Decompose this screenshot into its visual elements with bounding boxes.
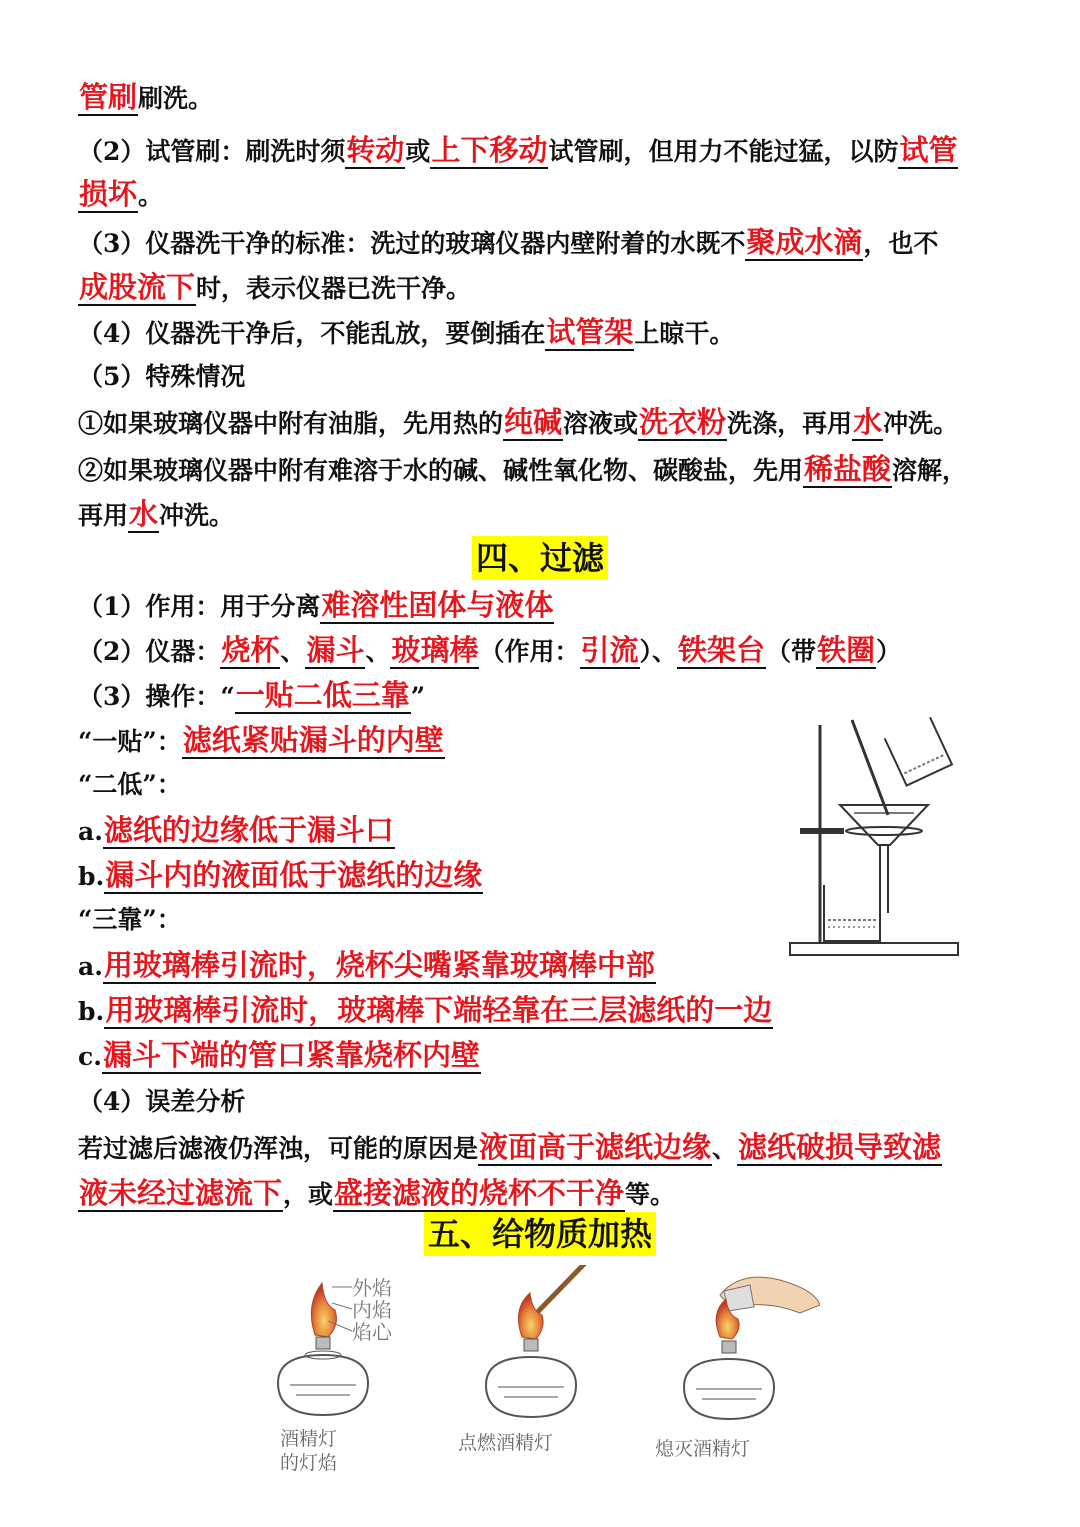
answer-text: 滤纸的边缘低于漏斗口 <box>103 813 394 847</box>
text-line <box>78 177 163 213</box>
answer-text: 漏斗 <box>306 633 365 667</box>
body-text: c. <box>78 1042 102 1071</box>
lamp-caption-3: 熄灭酒精灯 <box>655 1438 751 1460</box>
body-text: a. <box>78 952 103 981</box>
answer-text: 引流 <box>580 633 639 667</box>
body-text: （5）特殊情况 <box>78 362 246 391</box>
glass-rod <box>852 720 888 815</box>
text-line <box>78 133 958 169</box>
text-line <box>78 678 425 714</box>
body-text: 溶液或 <box>563 409 639 438</box>
receiving-beaker <box>824 885 880 941</box>
text-line <box>78 270 471 306</box>
body-text: ①如果玻璃仪器中附有油脂，先用热的 <box>78 409 504 438</box>
body-text: （2）试管刷：刷洗时须 <box>78 137 346 166</box>
body-text: “一贴”： <box>78 727 182 756</box>
text-line <box>78 1176 675 1212</box>
body-text: 时，表示仪器已洗干净。 <box>196 274 472 303</box>
alcohol-lamp-lighting <box>486 1265 588 1417</box>
answer-text: 损坏 <box>79 177 138 211</box>
body-text: 试管刷，但用力不能过猛，以防 <box>548 137 899 166</box>
text-line <box>78 993 773 1029</box>
answer-text: 稀盐酸 <box>804 452 892 486</box>
text-line <box>78 858 483 894</box>
body-text: ” <box>410 682 426 711</box>
iron-ring <box>846 827 922 835</box>
funnel <box>840 805 928 845</box>
answer-text: 漏斗下端的管口紧靠烧杯内壁 <box>102 1038 480 1072</box>
body-text: 溶解， <box>892 456 968 485</box>
body-text: （2）仪器： <box>78 637 221 666</box>
alcohol-lamp-illustrations <box>260 1265 820 1480</box>
text-line <box>78 1130 942 1166</box>
body-text: 冲洗。 <box>159 501 235 530</box>
text-line <box>78 588 554 624</box>
body-text: ）、 <box>639 637 678 666</box>
answer-text: 用玻璃棒引流时，玻璃棒下端轻靠在三层滤纸的一边 <box>105 993 773 1027</box>
body-text: 、 <box>365 637 391 666</box>
answer-text: 管刷 <box>79 80 138 114</box>
answer-text: 难溶性固体与液体 <box>321 588 554 622</box>
flame-label-inner: 内焰 <box>352 1298 392 1322</box>
lamp-caption-1-line2: 的灯焰 <box>280 1452 338 1474</box>
lamp-caption-1-line1: 酒精灯 <box>280 1428 338 1450</box>
text-line <box>78 948 656 984</box>
answer-text: 液面高于滤纸边缘 <box>479 1130 712 1164</box>
answer-text: 聚成水滴 <box>746 225 863 259</box>
body-text: 。 <box>138 181 164 210</box>
answer-text: 用玻璃棒引流时，烧杯尖嘴紧靠玻璃棒中部 <box>103 948 655 982</box>
answer-text: 水 <box>129 497 159 531</box>
body-text: （4）误差分析 <box>78 1087 246 1116</box>
body-text: b. <box>78 862 105 891</box>
answer-text: 洗衣粉 <box>639 405 727 439</box>
alcohol-lamp-extinguishing <box>684 1277 820 1419</box>
body-text: ） <box>876 637 902 666</box>
text-line <box>78 1038 481 1074</box>
body-text: ，或 <box>283 1180 334 1209</box>
body-text: （1）作用：用于分离 <box>78 592 321 621</box>
body-text: （3）操作：“ <box>78 682 235 711</box>
lamp-caption-2: 点燃酒精灯 <box>458 1432 554 1454</box>
body-text: 等。 <box>625 1180 676 1209</box>
text-line <box>78 405 958 441</box>
answer-text: 纯碱 <box>504 405 563 439</box>
body-text: a. <box>78 817 103 846</box>
body-text: （作用： <box>479 637 580 666</box>
text-line <box>78 768 182 802</box>
body-text: 、 <box>712 1134 738 1163</box>
text-line <box>78 813 395 849</box>
pouring-beaker <box>885 717 952 785</box>
body-text: 上晾干。 <box>634 319 735 348</box>
answer-text: 滤纸破损导致滤 <box>738 1130 942 1164</box>
flame-icon <box>518 1293 543 1339</box>
text-line <box>78 225 938 261</box>
wick-holder <box>316 1337 330 1349</box>
body-text: 洗涤，再用 <box>727 409 853 438</box>
flame-label-core: 焰心 <box>352 1320 392 1344</box>
body-text: 、 <box>280 637 306 666</box>
section-title: 五、给物质加热 <box>424 1212 656 1256</box>
answer-text: 滤纸紧贴漏斗的内壁 <box>182 723 444 757</box>
answer-text: 铁圈 <box>817 633 876 667</box>
body-text: （带 <box>766 637 817 666</box>
answer-text: 试管 <box>899 133 958 167</box>
subheading <box>78 360 245 394</box>
answer-text: 一贴二低三靠 <box>235 678 410 712</box>
body-text: 刷洗。 <box>138 84 214 113</box>
flame-icon <box>311 1283 336 1337</box>
body-text: （4）仪器洗干净后，不能乱放，要倒插在 <box>78 319 546 348</box>
body-text: 或 <box>405 137 431 166</box>
text-line <box>78 903 182 937</box>
stand-base <box>790 943 958 955</box>
body-text: 冲洗。 <box>883 409 959 438</box>
body-text: ②如果玻璃仪器中附有难溶于水的碱、碱性氧化物、碳酸盐，先用 <box>78 456 804 485</box>
answer-text: 水 <box>853 405 883 439</box>
section-title: 四、过滤 <box>472 536 608 580</box>
text-line <box>78 452 967 488</box>
filtration-apparatus-illustration <box>780 705 970 975</box>
answer-text: 液未经过滤流下 <box>79 1176 283 1210</box>
text-line <box>78 723 445 759</box>
answer-text: 转动 <box>346 133 405 167</box>
answer-text: 漏斗内的液面低于滤纸的边缘 <box>105 858 483 892</box>
text-line <box>78 80 213 116</box>
body-text: 若过滤后滤液仍浑浊，可能的原因是 <box>78 1134 479 1163</box>
answer-text: 玻璃棒 <box>391 633 479 667</box>
answer-text: 烧杯 <box>221 633 280 667</box>
body-text: ，也不 <box>863 229 939 258</box>
body-text: （3）仪器洗干净的标准：洗过的玻璃仪器内壁附着的水既不 <box>78 229 746 258</box>
body-text: b. <box>78 997 105 1026</box>
text-line <box>78 497 234 533</box>
answer-text: 成股流下 <box>79 270 196 304</box>
subheading <box>78 1085 245 1119</box>
flame-label-outer: 外焰 <box>352 1276 392 1300</box>
body-text: “三靠”： <box>78 905 182 934</box>
body-text: 再用 <box>78 501 129 530</box>
answer-text: 盛接滤液的烧杯不干净 <box>334 1176 625 1210</box>
text-line <box>78 315 734 351</box>
text-line <box>78 633 901 669</box>
answer-text: 铁架台 <box>678 633 766 667</box>
answer-text: 试管架 <box>546 315 634 349</box>
body-text: “二低”： <box>78 770 182 799</box>
answer-text: 上下移动 <box>431 133 548 167</box>
